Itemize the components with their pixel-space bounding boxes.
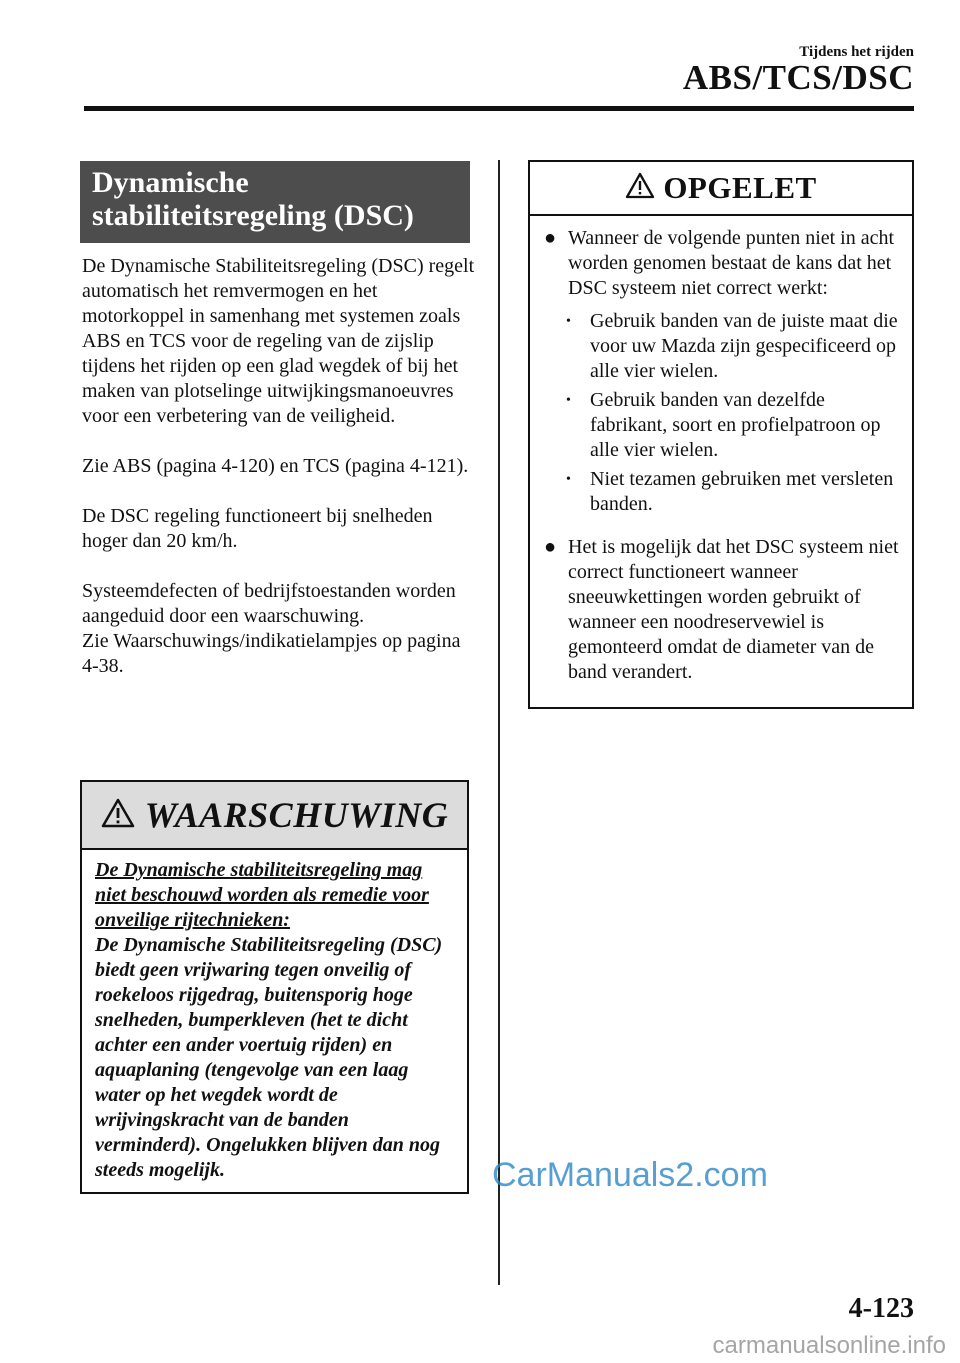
bullet-dot-icon: • [566, 393, 571, 408]
warning-ref-text: Systeemdefecten of bedrijfstoestanden worden aangeduid door een waarschuwing. [82, 580, 456, 627]
bullet-dot-icon: • [566, 314, 571, 329]
warning-body [82, 850, 467, 1183]
paragraph-intro: De Dynamische Stabiliteitsregeling (DSC) regelt automatisch het remvermogen en het motorkoppel in samenhang met systemen zoals ABS en TCS voor de regeling van de zijslip tijdens het rijden op een glad wegdek of bij het maken van plotselinge uitwijkingsmanoeuvres voor een verbetering van de veiligheid. [82, 255, 475, 427]
left-column [82, 254, 477, 679]
footer-mark: carmanualsonline.info [712, 1332, 946, 1359]
caution-sub-item-1-text: Gebruik banden van de juiste maat die voor uw Mazda zijn gespecificeerd op alle vier wielen. [590, 310, 898, 382]
section-title-line2: stabiliteitsregeling (DSC) [92, 199, 414, 232]
caution-title: OPGELET [663, 170, 817, 205]
header-section: ABS/TCS/DSC [682, 58, 914, 97]
paragraph-reference: Zie ABS (pagina 4-120) en TCS (pagina 4-121). [82, 455, 469, 477]
bullet-dot-icon: ● [544, 227, 557, 249]
warning-box [80, 780, 469, 1194]
warning-title: WAARSCHUWING [144, 795, 449, 835]
caution-sub-item-3-text: Niet tezamen gebruiken met versleten banden. [590, 468, 894, 515]
section-title [80, 161, 470, 243]
warning-text: De Dynamische Stabiliteitsregeling (DSC) biedt geen vrijwaring tegen onveilig of roekeloos rijgedrag, buitensporig hoge snelheden, bumperkleven (het te dicht achter een ander voertuig rijden) en aquaplaning (tengevolge van een laag water op het wegdek wordt de wrijvingskracht van de banden verminderd). Ongelukken blijven dan nog steeds mogelijk. [95, 934, 443, 1181]
caution-bullet-1 [542, 226, 900, 301]
watermark: CarManuals2.com [492, 1156, 768, 1194]
warning-underlined-text: De Dynamische stabiliteitsregeling mag niet beschouwd worden als remedie voor onveilige rijtechnieken: [95, 859, 429, 931]
caution-bullet-2-text: Het is mogelijk dat het DSC systeem niet correct functioneert wanneer sneeuwkettingen worden gebruikt of wanneer een noodreservewiel is gemonteerd omdat de diameter van de band verandert. [568, 536, 899, 683]
caution-sublist [566, 309, 900, 517]
warning-header [82, 782, 467, 850]
warning-triangle-icon [101, 798, 135, 833]
warning-triangle-icon [625, 172, 655, 204]
bullet-dot-icon: • [566, 472, 571, 487]
column-divider [498, 160, 500, 1285]
header-chapter: Tijdens het rijden [799, 44, 914, 60]
caution-bullet-1-text: Wanneer de volgende punten niet in acht worden genomen bestaat de kans dat het DSC systeem niet correct werkt: [568, 227, 895, 299]
bullet-dot-icon: ● [544, 536, 557, 558]
page-number: 4-123 [848, 1293, 914, 1324]
caution-box [528, 160, 914, 709]
caution-sub-item-2 [566, 388, 900, 463]
section-title-line1: Dynamische [92, 166, 249, 199]
caution-sub-item-1 [566, 309, 900, 384]
header-rule [84, 106, 914, 111]
paragraph-warning-ref [82, 579, 477, 679]
caution-sub-item-3 [566, 467, 900, 517]
caution-body [530, 216, 912, 685]
caution-header [530, 162, 912, 216]
caution-bullet-2 [542, 535, 900, 685]
warning-ref-page: Zie Waarschuwings/indikatielampjes op pagina 4-38. [82, 630, 461, 677]
caution-sub-item-2-text: Gebruik banden van dezelfde fabrikant, soort en profielpatroon op alle vier wielen. [590, 389, 881, 461]
paragraph-speed: De DSC regeling functioneert bij snelheden hoger dan 20 km/h. [82, 505, 433, 552]
